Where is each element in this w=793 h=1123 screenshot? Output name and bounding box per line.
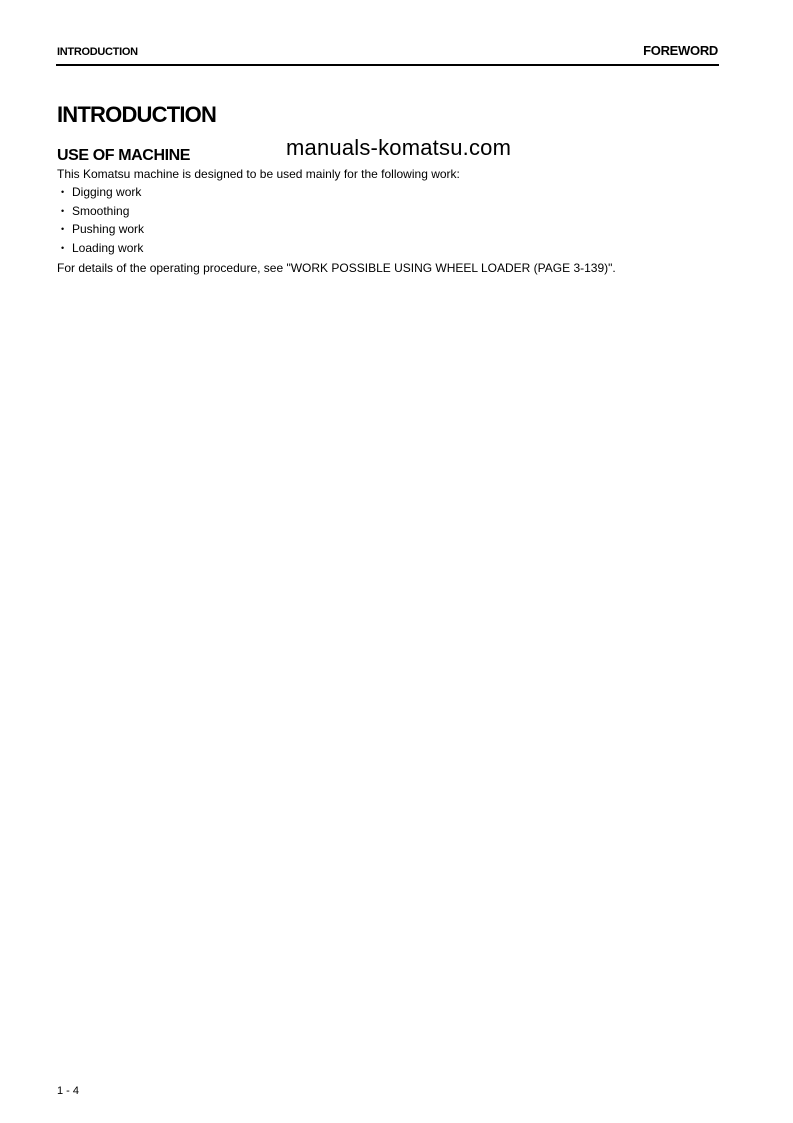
bullet-icon: •: [61, 243, 65, 254]
header-divider: [56, 64, 719, 66]
page-number: 1 - 4: [57, 1085, 80, 1097]
watermark-text: manuals-komatsu.com: [286, 135, 512, 160]
bullet-icon: •: [61, 224, 65, 235]
list-item: [61, 241, 144, 260]
list-item: [61, 185, 144, 204]
running-header-section: INTRODUCTION: [57, 46, 138, 58]
work-list: [61, 185, 144, 260]
bullet-icon: •: [61, 187, 65, 197]
page-title: INTRODUCTION: [57, 102, 217, 127]
list-item-label: Pushing work: [72, 222, 145, 237]
list-item-label: Digging work: [72, 185, 142, 199]
section-title: USE OF MACHINE: [57, 147, 191, 164]
bullet-icon: •: [61, 205, 65, 216]
list-item: [61, 204, 144, 223]
intro-paragraph: This Komatsu machine is designed to be used mainly for the following work:: [57, 167, 460, 181]
details-paragraph: For details of the operating procedure, see "WORK POSSIBLE USING WHEEL LOADER (PAGE 3-139)".: [57, 261, 616, 275]
running-header-chapter: FOREWORD: [643, 43, 718, 58]
list-item-label: Loading work: [72, 241, 144, 256]
list-item-label: Smoothing: [72, 203, 130, 218]
list-item: [61, 222, 144, 241]
